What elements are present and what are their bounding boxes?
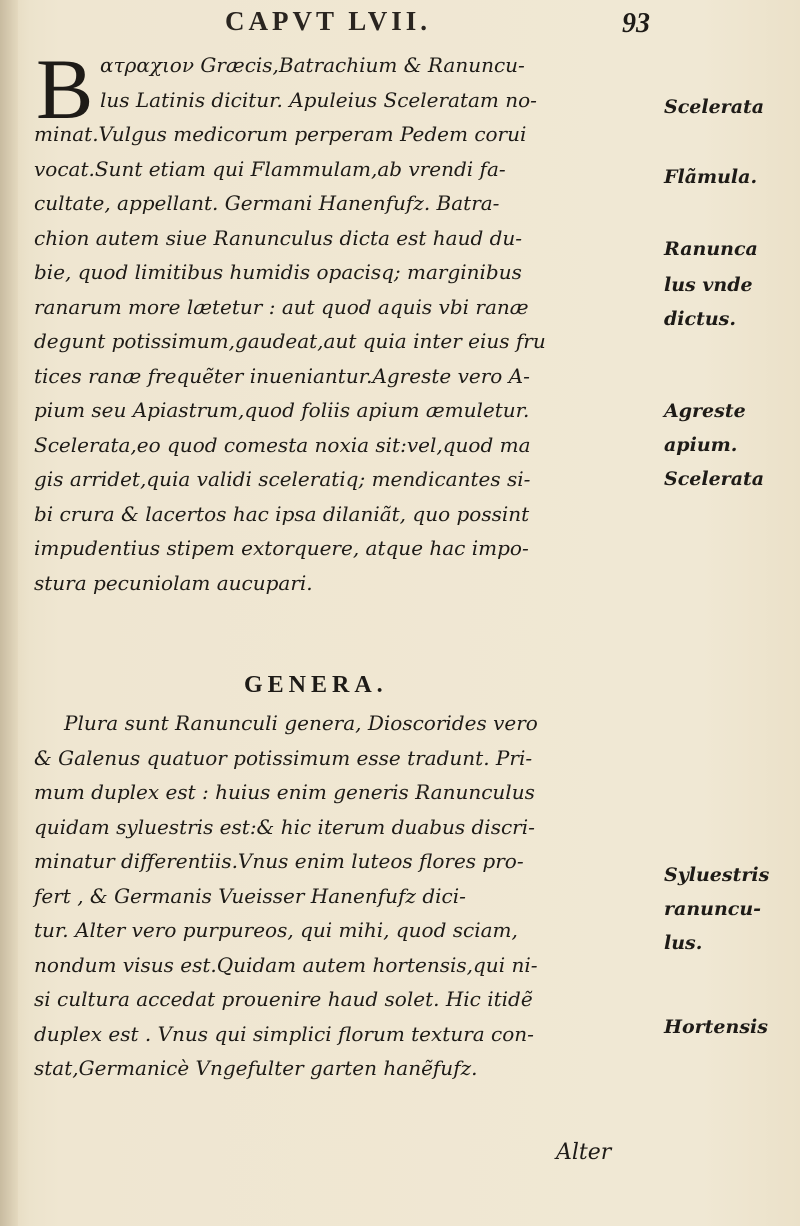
marginal-note: ranuncu- [664, 898, 762, 920]
text-line: duplex est . Vnus qui simplici florum textura con- [34, 1021, 534, 1046]
drop-cap: B [36, 41, 94, 137]
text-line: tur. Alter vero purpureos, qui mihi, quod sciam, [34, 918, 518, 942]
text-line: degunt potissimum,gaudeat,aut quia inter eius fru [34, 329, 546, 353]
marginal-note: Scelerata [664, 468, 765, 490]
text-line: nondum visus est.Quidam autem hortensis,qui ni- [34, 952, 538, 977]
marginal-note: lus. [664, 932, 703, 954]
text-line: stat,Germanicè Vngefulter garten hanẽfufz. [34, 1056, 478, 1080]
section-heading: GENERA. [244, 672, 388, 698]
text-line: & Galenus quatuor potissimum esse tradunt. Pri- [34, 745, 533, 770]
marginal-note: Syluestris [664, 864, 770, 886]
page-gutter [0, 0, 18, 1226]
text-line: stura pecuniolam aucupari. [34, 570, 313, 595]
marginal-note: dictus. [664, 308, 736, 330]
text-line: Scelerata,eo quod comesta noxia sit:vel,quod ma [34, 432, 531, 457]
marginal-note: Ranunca [664, 238, 758, 260]
text-line: bi crura & lacertos hac ipsa dilaniãt, quo possint [34, 501, 530, 526]
text-line: tices ranæ frequẽter inueniantur.Agreste vero A- [34, 363, 530, 388]
text-line: fert , & Germanis Vueisser Hanenfufz dici- [34, 883, 466, 908]
running-title: CAPVT LVII. [225, 6, 432, 36]
marginal-note: Agreste [664, 400, 746, 422]
paragraph-1 [34, 41, 654, 600]
marginal-note: lus vnde [664, 274, 753, 296]
text-line: chion autem siue Ranunculus dicta est haud du- [34, 225, 523, 250]
marginal-note: apium. [664, 434, 738, 456]
marginal-note: Hortensis [664, 1016, 768, 1038]
text-line: vocat.Sunt etiam qui Flammulam,ab vrendi fa- [34, 156, 506, 181]
text-line: quidam syluestris est:& hic iterum duabus discri- [34, 814, 535, 839]
text-line: impudentius stipem extorquere, atque hac impo- [34, 536, 529, 560]
marginal-note: Flãmula. [664, 166, 758, 188]
text-line: si cultura accedat prouenire haud solet. Hic itidẽ [34, 987, 533, 1011]
text-line: Plura sunt Ranunculi genera, Dioscorides vero [64, 711, 538, 735]
text-line: ατραχιον Græcis,Batrachium & Ranuncu- [100, 53, 525, 77]
paragraph-2 [34, 706, 654, 1086]
text-line: minatur differentiis.Vnus enim luteos flores pro- [34, 849, 524, 873]
text-line: mum duplex est : huius enim generis Ranunculus [34, 780, 535, 804]
text-line: gis arridet,quia validi sceleratiq; mendicantes si- [34, 467, 531, 491]
text-line: cultate, appellant. Germani Hanenfufz. Batra- [34, 191, 500, 215]
text-line: minat.Vulgus medicorum perperam Pedem corui [34, 122, 527, 146]
page-number: 93 [622, 8, 650, 39]
catchword: Alter [556, 1140, 612, 1165]
text-line: lus Latinis dicitur. Apuleius Sceleratam no- [100, 87, 537, 112]
text-line: bie, quod limitibus humidis opacisq; marginibus [34, 260, 522, 284]
text-line: pium seu Apiastrum,quod foliis apium æmuletur. [34, 398, 530, 422]
marginal-note: Scelerata [664, 96, 765, 118]
text-line: ranarum more lætetur : aut quod aquis vbi ranæ [34, 294, 529, 319]
page-header [0, 4, 800, 38]
